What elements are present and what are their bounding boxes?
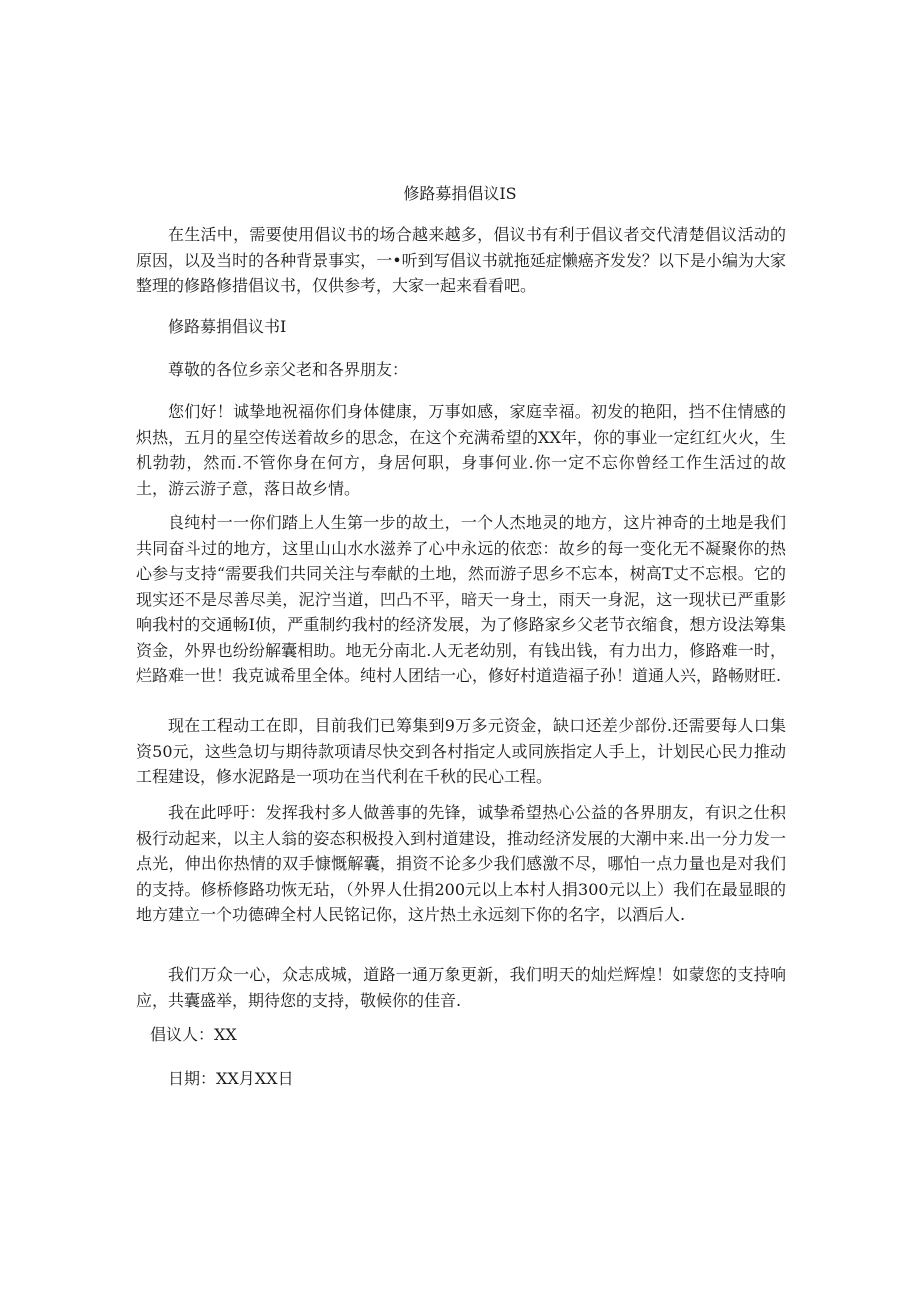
document-title: 修路募捐倡议IS xyxy=(403,184,517,203)
paragraph-village: 良纯村一一你们踏上人生第一步的故土，一个人杰地灵的地方，这片神奇的土地是我们共同奋斗过的地方，这里山山水水滋养了心中永远的依恋：故乡的每一变化无不凝聚你的热心参与支持“需要我们共同关注与奉献的土地，然而游子思乡不忘本，树高T丈不忘根。它的现实还不是尽善尽美，泥泞当道，凹凸不平，暗天一身土，雨天一身泥，这一现状已严重影响我村的交通畅I侦，严重制约我村的经济发展，为了修路家乡父老节衣缩食，想方设法筹集资金，外界也纷纷解囊相助。地无分南北.人无老幼别，有钱出钱，有力出力，修路难一时，烂路难一世！我克诚希里全体。纯村人团结一心，修好村道造福子孙！道通人兴，路畅财旺. xyxy=(136,513,786,685)
paragraph-appeal: 我在此呼吁：发挥我村多人做善事的先锋，诚挚希望热心公益的各界朋友，有识之仕积极行动起来，以主人翁的姿态积极投入到村道建设，推动经济发展的大潮中来.出一分力发一点光，伸出你热情的双手慷慨解囊，捐资不论多少我们感激不尽，哪怕一点力量也是对我们的支持。修桥修路功恢无玷，（外界人仕捐200元以上本村人捐300元以上）我们在最显眼的地方建立一个功德碑全村人民铭记你，这片热土永远刻下你的名字，以酒后人. xyxy=(136,803,786,924)
paragraph-greeting: 您们好！诚挚地祝福你们身体健康，万事如感，家庭幸福。初发的艳阳，挡不住情感的炽热，五月的星空传送着故乡的思念，在这个充满希望的XX年，你的事业一定红红火火，生机勃勃，然而.不管你身在何方，身居何职，身事何业.你一定不忘你曾经工作生活过的故土，游云游子意，落日故乡情。 xyxy=(136,402,786,498)
paragraph-closing: 我们万众一心，众志成城，道路一通万象更新，我们明天的灿烂辉煌！如蒙您的支持响应，共囊盛举，期待您的支持，敬候你的佳音. xyxy=(136,965,786,1010)
intro-paragraph: 在生活中，需要使用倡议书的场合越来越多，倡议书有利于倡议者交代清楚倡议活动的原因，以及当时的各种背景事实，一•听到写倡议书就拖延症懒癌齐发发？以下是小编为大家整理的修路修措倡议书，仅供参考，大家一起来看看吧。 xyxy=(136,225,786,295)
salutation: 尊敬的各位乡亲父老和各界朋友： xyxy=(168,360,409,379)
subtitle: 修路募捐倡议书I xyxy=(168,317,287,336)
proposer-line: 倡议人：XX xyxy=(150,1025,237,1044)
date-line: 日期：XX月XX日 xyxy=(168,1069,294,1088)
paragraph-funding: 现在工程动工在即，目前我们已筹集到9万多元资金，缺口还差少部份.还需要每人口集资50元，这些急切与期待款项请尽快交到各村指定人或同族指定人手上，计划民心民力推动工程建设，修水泥路是一项功在当代利在千秋的民心工程。 xyxy=(136,716,786,786)
